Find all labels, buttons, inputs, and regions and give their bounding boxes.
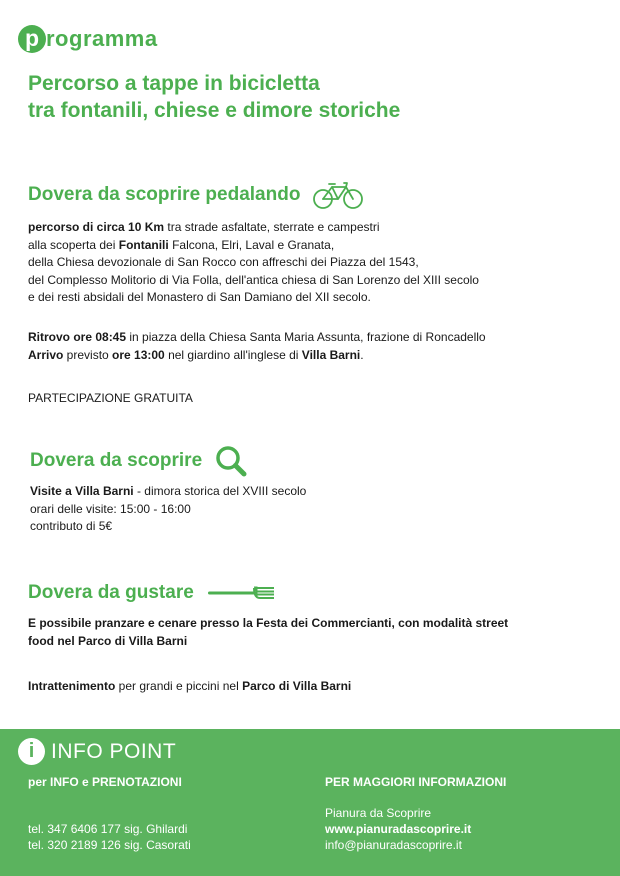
section-heading-gustare	[28, 582, 278, 604]
fork-icon	[208, 585, 278, 601]
participation-note	[28, 390, 193, 408]
page-title	[28, 70, 400, 124]
website-link[interactable]: www.pianuradascoprire.it	[325, 822, 472, 836]
desc-text: Falcona, Elri, Laval e Granata,	[168, 237, 335, 252]
section1-description	[28, 219, 479, 307]
desc-line: e dei resti absidali del Monastero di San Damiano del XII secolo.	[28, 290, 371, 304]
section-heading-text: Dovera da scoprire pedalando	[28, 184, 301, 205]
desc-line: della Chiesa devozionale di San Rocco con affreschi dei Piazza del 1543,	[28, 255, 419, 269]
info-point-title	[18, 738, 176, 765]
desc-line	[28, 237, 479, 255]
section-heading-text: Dovera da gustare	[28, 582, 194, 603]
intr-place: Parco di Villa Barni	[242, 679, 352, 693]
intr-text: per grandi e piccini nel	[115, 679, 243, 693]
desc-bold: Fontanili	[118, 237, 169, 252]
bicycle-icon	[312, 180, 364, 210]
search-icon	[214, 444, 248, 478]
phone-line-2: tel. 320 2189 126 sig. Casorati	[28, 838, 191, 852]
meeting-info	[28, 329, 486, 364]
entertainment-note	[28, 678, 351, 696]
info-contacts	[325, 805, 471, 853]
intrattenimento-line	[28, 678, 351, 696]
info-icon: i	[18, 738, 45, 765]
gratuita-text: PARTECIPAZIONE GRATUITA	[28, 391, 193, 405]
visite-bold: Visite a Villa Barni	[30, 484, 134, 498]
info-right-column	[325, 774, 506, 790]
intr-bold: Intrattenimento	[28, 679, 116, 693]
section-heading-pedalando	[28, 180, 364, 210]
arrivo-line	[28, 347, 486, 365]
info-left-heading: per INFO e PRENOTAZIONI	[28, 775, 182, 789]
section2-description	[30, 483, 306, 536]
title-line-2: tra fontanili, chiese e dimore storiche	[28, 99, 401, 122]
programma-logo	[18, 24, 158, 54]
email-link[interactable]: info@pianuradascoprire.it	[325, 838, 462, 852]
desc-text: tra strade asfaltate, sterrate e campestri	[164, 220, 380, 234]
visite-line	[30, 483, 306, 501]
desc-text: alla scoperta dei	[28, 237, 119, 252]
ritrovo-line	[28, 329, 486, 347]
gustare-line	[28, 633, 508, 651]
arrivo-text: nel giardino all'inglese di	[164, 347, 302, 362]
section3-description	[28, 615, 508, 650]
gustare-line	[28, 615, 508, 633]
visite-text: - dimora storica del XVIII secolo	[133, 484, 307, 498]
desc-line	[28, 219, 479, 237]
arrivo-time: ore 13:00	[112, 347, 165, 362]
title-line-1: Percorso a tappe in bicicletta	[28, 72, 320, 95]
arrivo-text: .	[360, 347, 364, 362]
contributo-line: contributo di 5€	[30, 519, 113, 533]
gustare-bold: food nel Parco di Villa Barni	[28, 633, 188, 648]
phone-line-1: tel. 347 6406 177 sig. Ghilardi	[28, 822, 188, 836]
info-left-column	[28, 774, 182, 790]
info-phones	[28, 821, 191, 853]
arrivo-place: Villa Barni	[301, 347, 361, 362]
info-right-heading: PER MAGGIORI INFORMAZIONI	[325, 775, 507, 789]
section-heading-scoprire	[30, 444, 248, 478]
gustare-bold: E possibile pranzare e cenare presso la Festa dei Commercianti, con modalità street	[28, 616, 509, 630]
info-point-footer	[0, 729, 620, 876]
logo-circle: p	[18, 25, 46, 53]
ritrovo-bold: Ritrovo ore 08:45	[28, 330, 127, 344]
info-title-text: INFO POINT	[51, 739, 177, 763]
ritrovo-text: in piazza della Chiesa Santa Maria Assunta, frazione di Roncadello	[126, 330, 486, 344]
section-heading-text: Dovera da scoprire	[30, 450, 203, 471]
org-name: Pianura da Scoprire	[325, 806, 432, 820]
desc-bold: percorso di circa 10 Km	[28, 220, 165, 234]
logo-text: rogramma	[46, 26, 158, 51]
orari-line: orari delle visite: 15:00 - 16:00	[30, 501, 191, 516]
desc-line: del Complesso Molitorio di Via Folla, dell'antica chiesa di San Lorenzo del XIII secolo	[28, 272, 479, 287]
arrivo-bold: Arrivo	[28, 347, 64, 362]
arrivo-text: previsto	[63, 347, 113, 362]
